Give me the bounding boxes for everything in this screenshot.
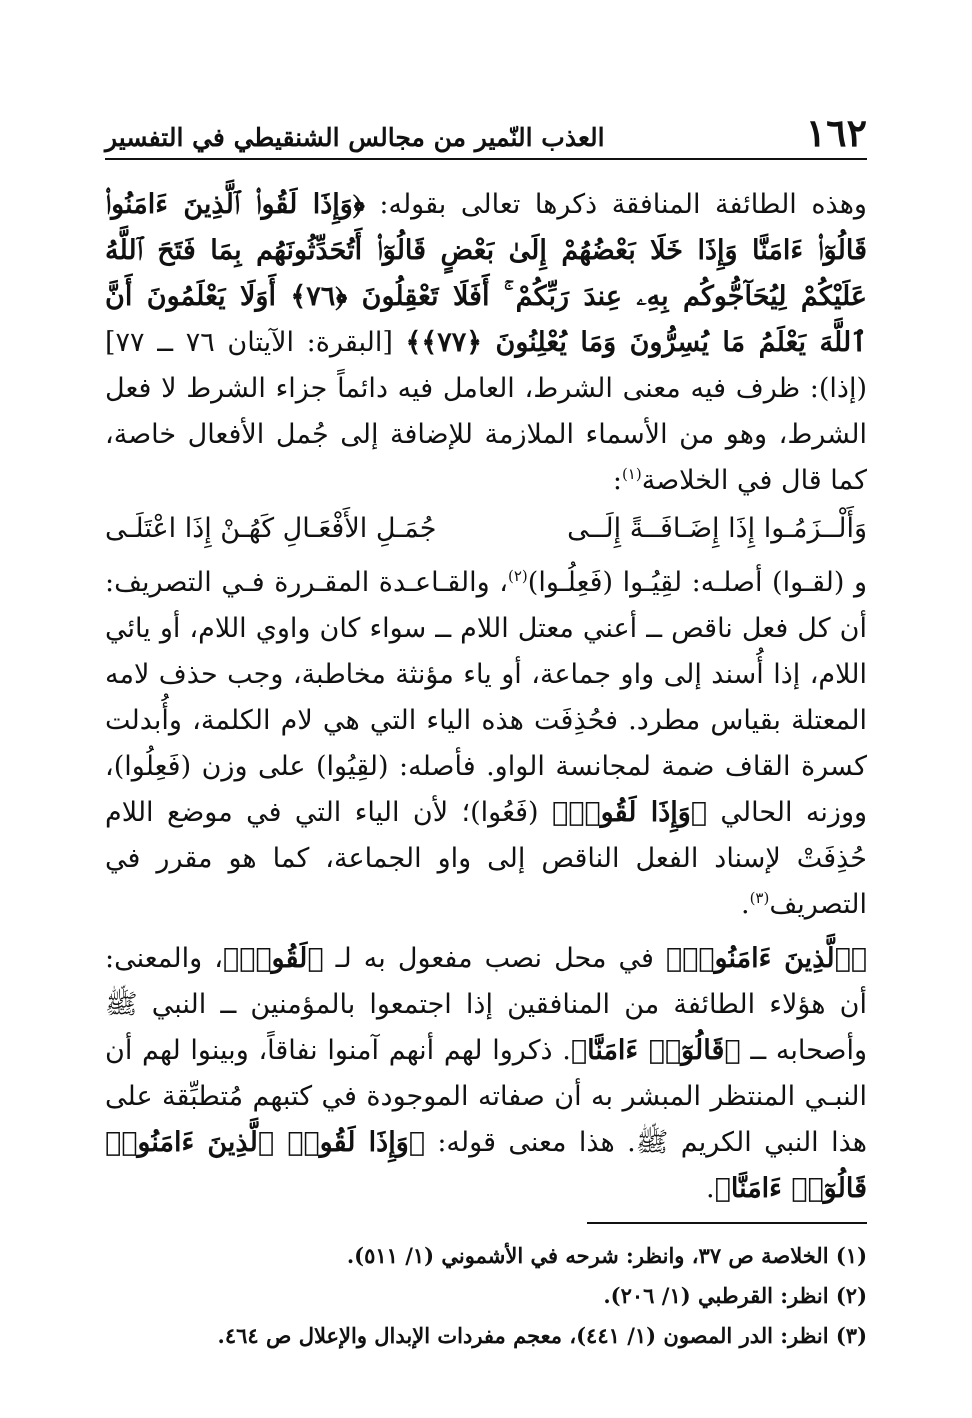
footnote-3: (٣) انظر: الدر المصون (١/ ٤٤١)، معجم مفردات الإبدال والإعلال ص ٤٦٤.: [217, 1323, 867, 1348]
p2-c: (فَعُوا)؛ لأن الياء التي في موضع اللام حُذِفَتْ لإسناد الفعل الناقص إلى واو الجماعة، كما هو مقرر في التصريف: [105, 797, 867, 920]
footnote-separator: [587, 1222, 867, 1224]
p1-rest: [البقرة: الآيتان ٧٦ ــ ٧٧] (إذا): ظرف فيه معنى الشرط، العامل فيه دائماً جزاء الشرط لا فعل الشرط، وهو من الأسماء الملازمة للإضافة إلى جُمل الأفعال خاصة، كما قال في الخلاصة: [105, 327, 867, 496]
quran-quote: ﴿ٱلَّذِينَ ءَامَنُوا۟﴾: [665, 943, 868, 974]
footnote-ref-2: (٢): [508, 567, 528, 585]
quran-quote: ﴿قَالُوٓا۟ ءَامَنَّا﴾: [570, 1035, 741, 1066]
quran-quote: ﴿وَإِذَا لَقُوا۟ ٱلَّذِينَ ءَامَنُوا۟ قَالُوٓا۟ ءَامَنَّا﴾: [105, 1127, 867, 1204]
verse-second-hemistich: جُمَـلِ الأَفْعَـالِ كَهُـنْ إِذَا اعْتَلَـى: [105, 513, 437, 544]
paragraph-2: [105, 560, 867, 928]
quran-quote: ﴿وَإِذَا لَقُوا۟﴾: [552, 797, 707, 828]
paragraph-3: [105, 936, 867, 1212]
page-header: [105, 108, 867, 160]
p3-end: .: [706, 1173, 715, 1204]
p3-c: . ذكروا لهم أنهم آمنوا نفاقاً، وبينوا لهم أن النبـي المنتظر المبشر به أن صفاته الموجودة في كتبهم مُتطبِّقة على هذا النبي الكريم ﷺ. هذا معنى قوله:: [105, 1035, 867, 1158]
footnote-ref-3: (٣): [749, 889, 770, 907]
p2-b: ، والقـاعـدة المقـررة فـي التصريف: أن كل فعل ناقص ــ أعني معتل اللام ــ سواء كان واوي اللام، أو يائي اللام، إذا أُسند إلى واو جماعة، أو ياء مؤنثة مخاطبة، وجب حذف لامه المعتلة بقياس مطرد. فحُذِفَت هذه الياء التي هي لام الكلمة، وأُبدلت كسرة القاف ضمة لمجانسة الواو. فأصله: (لقِيُوا) على وزن (فَعِلُوا)، ووزنه الحالي: [105, 567, 868, 828]
quran-quote: ﴿وَإِذَا لَقُوا۟ ٱلَّذِينَ ءَامَنُوا۟ قَالُوٓا۟ ءَامَنَّا وَإِذَا خَلَا بَعْضُهُمْ إِلَىٰ بَعْضٍ قَالُوٓا۟ أَتُحَدِّثُونَهُم بِمَا فَتَحَ ٱللَّهُ عَلَيْكُمْ لِيُحَآجُّوكُم بِهِۦ عِندَ رَبِّكُمْ ۚ أَفَلَا تَعْقِلُونَ ﴿٧٦﴾ أَوَلَا يَعْلَمُونَ أَنَّ ٱللَّهَ يَعْلَمُ مَا يُسِرُّونَ وَمَا يُعْلِنُونَ ﴿٧٧﴾﴾: [105, 189, 868, 358]
main-text: [105, 182, 867, 1212]
p3-b: ، والمعنى: أن هؤلاء الطائفة من المنافقين إذا اجتمعوا بالمؤمنين ــ النبي ﷺ وأصحابه ــ: [105, 943, 867, 1066]
running-title: العذب النّمير من مجالس الشنقيطي في التفسير: [105, 123, 605, 152]
p2-a: و (لقـوا) أصلـه: لقِيُـوا (فَعِلُـوا): [527, 567, 867, 598]
p1-intro: وهذه الطائفة المنافقة ذكرها تعالى بقوله:: [364, 189, 867, 220]
footnote-ref-1: (١): [621, 465, 642, 483]
footnote-1: (١) الخلاصة ص ٣٧، وانظر: شرحه في الأشموني (١/ ٥١١).: [346, 1243, 867, 1268]
paragraph-1: [105, 182, 867, 504]
footnotes: [105, 1236, 867, 1356]
p2-end: .: [740, 889, 750, 920]
poetry-verse: [105, 506, 867, 552]
footnote-2: (٢) انظر: القرطبي (١/ ٢٠٦).: [603, 1283, 867, 1308]
quran-quote: ﴿لَقُوا۟﴾: [222, 943, 324, 974]
verse-first-hemistich: وَأَلْــزَمُـوا إِذَا إِضَـافَــةً إِلَــى: [567, 513, 867, 544]
page-number: ١٦٢: [805, 110, 867, 155]
p1-end: :: [612, 465, 622, 496]
p3-a: في محل نصب مفعول به لـ: [323, 943, 666, 974]
